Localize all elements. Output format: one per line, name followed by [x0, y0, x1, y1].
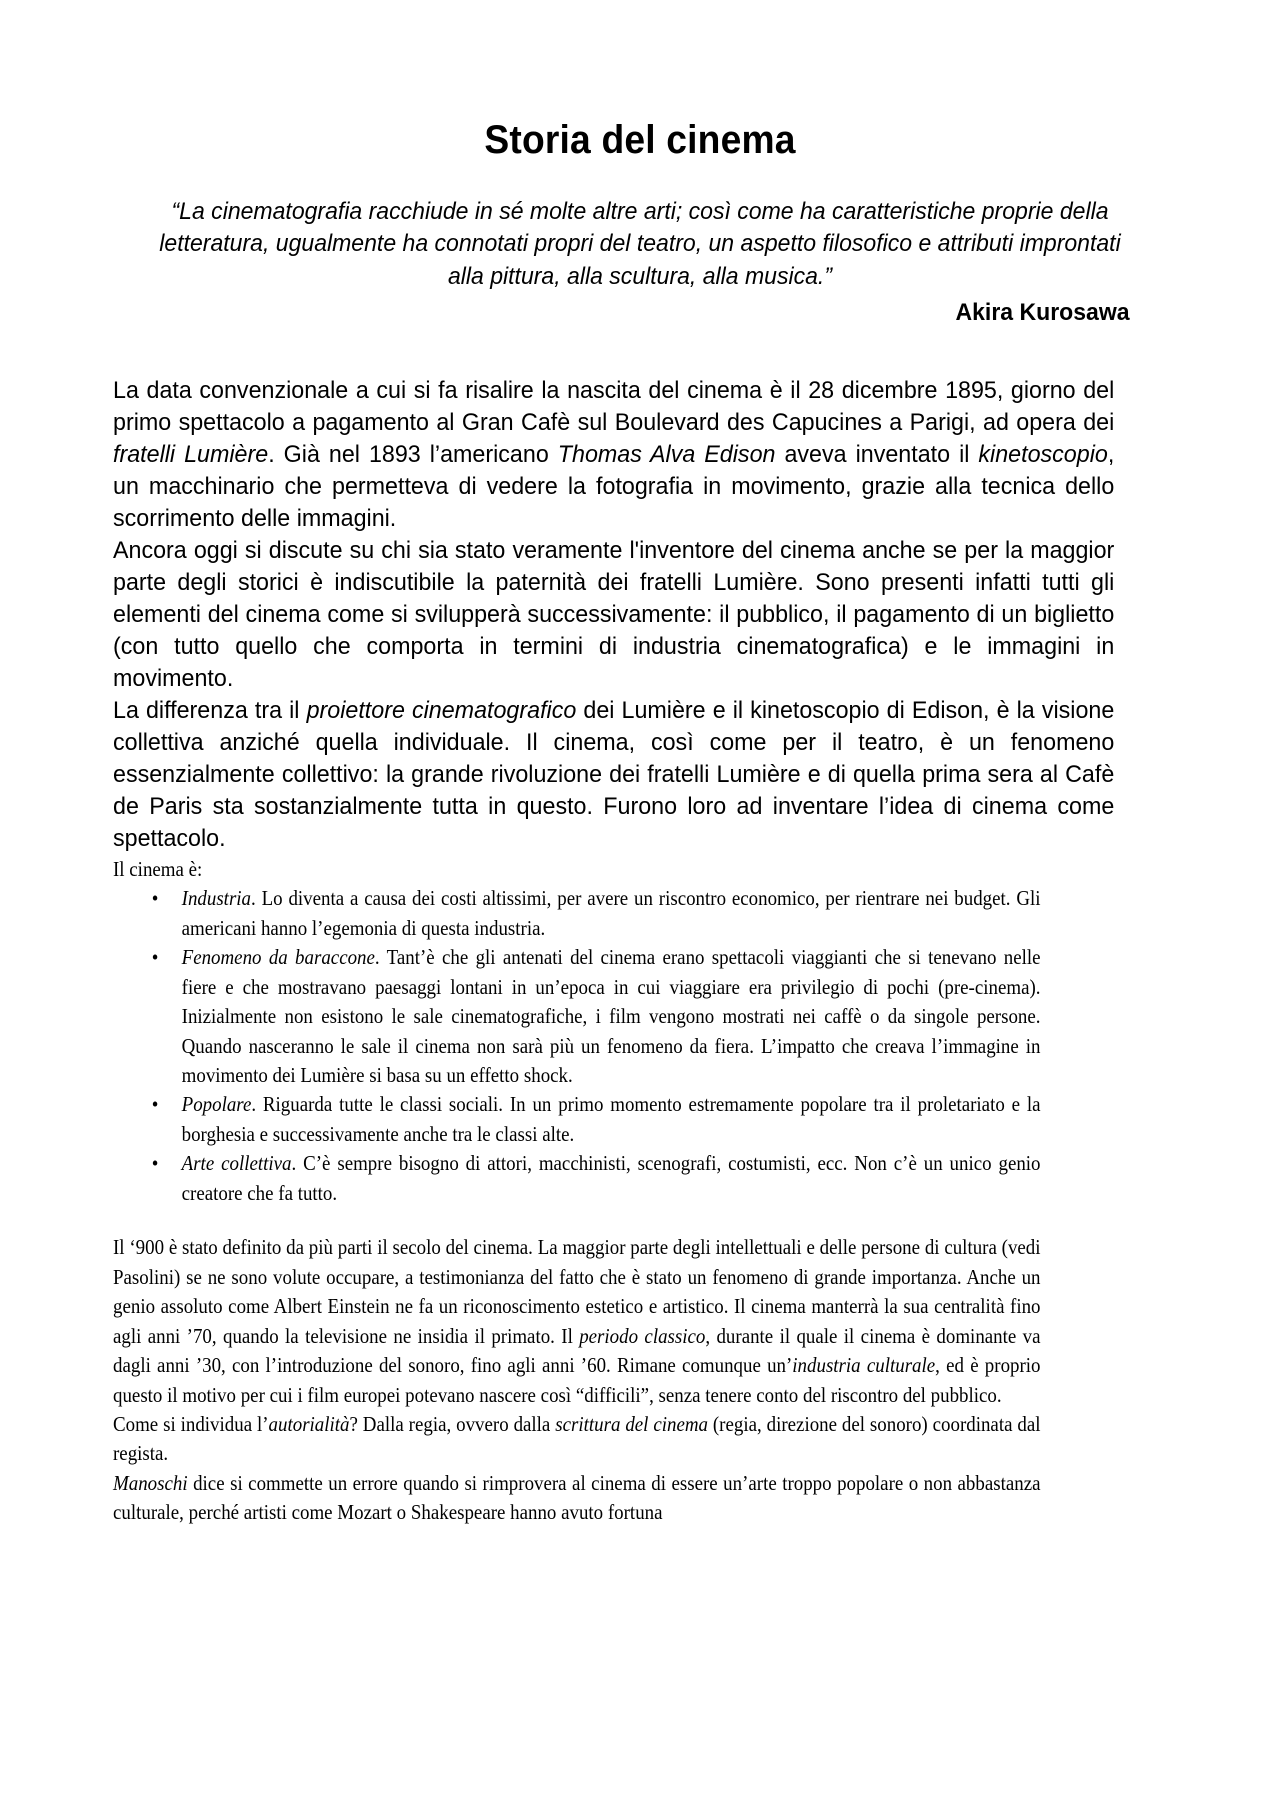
emphasis-text: Manoschi [113, 1470, 188, 1495]
sans-body-section [113, 375, 1114, 855]
list-item: • Popolare. Riguarda tutte le classi sociali. In un primo momento estremamente popolare tra il proletariato e la borghesia e successivamente anche tra le classi alte. [113, 1090, 1041, 1149]
emphasis-text: fratelli Lumière [113, 441, 269, 469]
list-item: • Industria. Lo diventa a causa dei costi altissimi, per avere un riscontro economico, per rientrare nei budget. Gli americani hanno l’egemonia di questa industria. [113, 884, 1041, 943]
emphasis-text: Industria [181, 886, 252, 911]
emphasis-text: scrittura del cinema [555, 1412, 708, 1436]
paragraph: Come si individua l’autorialità? Dalla regia, ovvero dalla scrittura del cinema (regia, direzione del sonoro) coordinata dal regista. [113, 1412, 1041, 1466]
list-item: • Arte collettiva. C’è sempre bisogno di attori, macchinisti, scenografi, costumisti, ecc. Non c’è un unico genio creatore che fa tutto. [113, 1149, 1041, 1208]
paragraph: La data convenzionale a cui si fa risalire la nascita del cinema è il 28 dicembre 1895, giorno del primo spettacolo a pagamento al Gran Cafè sul Boulevard des Capucines a Parigi, ad opera dei fratelli Lumière. Già nel 1893 l’americano Thomas Alva Edison aveva inventato il kinetoscopio, un macchinario che permetteva di vedere la fotografia in movimento, grazie alla tecnica dello scorrimento delle immagini. [113, 377, 1115, 533]
emphasis-text: Popolare [181, 1092, 252, 1117]
paragraph: La differenza tra il proiettore cinematografico dei Lumière e il kinetoscopio di Edison, è la visione collettiva anziché quella individuale. Il cinema, così come per il teatro, è un fenomeno essenzialmente collettivo: la grande rivoluzione dei fratelli Lumière e di quella prima sera al Cafè de Paris sta sostanzialmente tutta in questo. Furono loro ad inventare l’idea di cinema come spettacolo. [113, 697, 1115, 852]
list-item: • Fenomeno da baraccone. Tant’è che gli antenati del cinema erano spettacoli viaggianti che si tenevano nelle fiere e che mostravano paesaggi lontani in un’epoca in cui viaggiare era privilegio di pochi (pre-cinema). Inizialmente non esistono le sale cinematografiche, i film vengono mostrati nei caffè o da singole persone. Quando nasceranno le sale il cinema non sarà più un fenomeno da fiera. L’impatto che creava l’immagine in movimento dei Lumière si basa su un effetto shock. [113, 943, 1041, 1090]
paragraph: Ancora oggi si discute su chi sia stato veramente l'inventore del cinema anche se per la maggior parte degli storici è indiscutibile la paternità dei fratelli Lumière. Sono presenti infatti tutti gli elementi del cinema come si svilupperà successivamente: il pubblico, il pagamento di un biglietto (con tutto quello che comporta in termini di industria cinematografica) e le immagini in movimento. [113, 537, 1115, 693]
list-intro: Il cinema è: [113, 856, 203, 881]
bullet-list [113, 884, 1041, 1208]
emphasis-text: proiettore cinematografico [306, 697, 577, 724]
epigraph-quote: “La cinematografia racchiude in sé molte altre arti; così come ha caratteristiche proprie della letteratura, ugualmente ha connotati propri del teatro, un aspetto filosofico e attributi improntati alla pittura, alla scultura, alla musica.” [159, 198, 1121, 290]
quote-attribution: Akira Kurosawa [955, 298, 1130, 326]
emphasis-text: Thomas Alva Edison [557, 441, 776, 469]
spacer [113, 1208, 1041, 1233]
emphasis-text: kinetoscopio [978, 441, 1108, 469]
emphasis-text: Fenomeno da baraccone [181, 945, 375, 970]
paragraph: Manoschi dice si commette un errore quando si rimprovera al cinema di essere un’arte troppo popolare o non abbastanza culturale, perché artisti come Mozart o Shakespeare hanno avuto fortuna [113, 1470, 1041, 1525]
emphasis-text: autorialità [268, 1412, 350, 1436]
emphasis-text: Arte collettiva [181, 1151, 292, 1176]
serif-body-section [113, 855, 1041, 1528]
paragraph: Il ‘900 è stato definito da più parti il secolo del cinema. La maggior parte degli intellettuali e delle persone di cultura (vedi Pasolini) se ne sono volute occupare, a testimonianza del fatto che è stato un fenomeno di grande importanza. Anche un genio assoluto come Albert Einstein ne fa un riconoscimento estetico e artistico. Il cinema manterrà la sua centralità fino agli anni ’70, quando la televisione ne insidia il primato. Il periodo classico, durante il quale il cinema è dominante va dagli anni ’30, con l’introduzione del sonoro, fino agli anni ’60. Rimane comunque un’industria culturale, ed è proprio questo il motivo per cui i film europei potevano nascere così “difficili”, senza tenere conto del riscontro del pubblico. [113, 1235, 1041, 1407]
emphasis-text: periodo classico [579, 1323, 706, 1348]
emphasis-text: industria culturale [792, 1353, 936, 1378]
page-title: Storia del cinema [484, 118, 796, 162]
spacer [113, 329, 1167, 375]
